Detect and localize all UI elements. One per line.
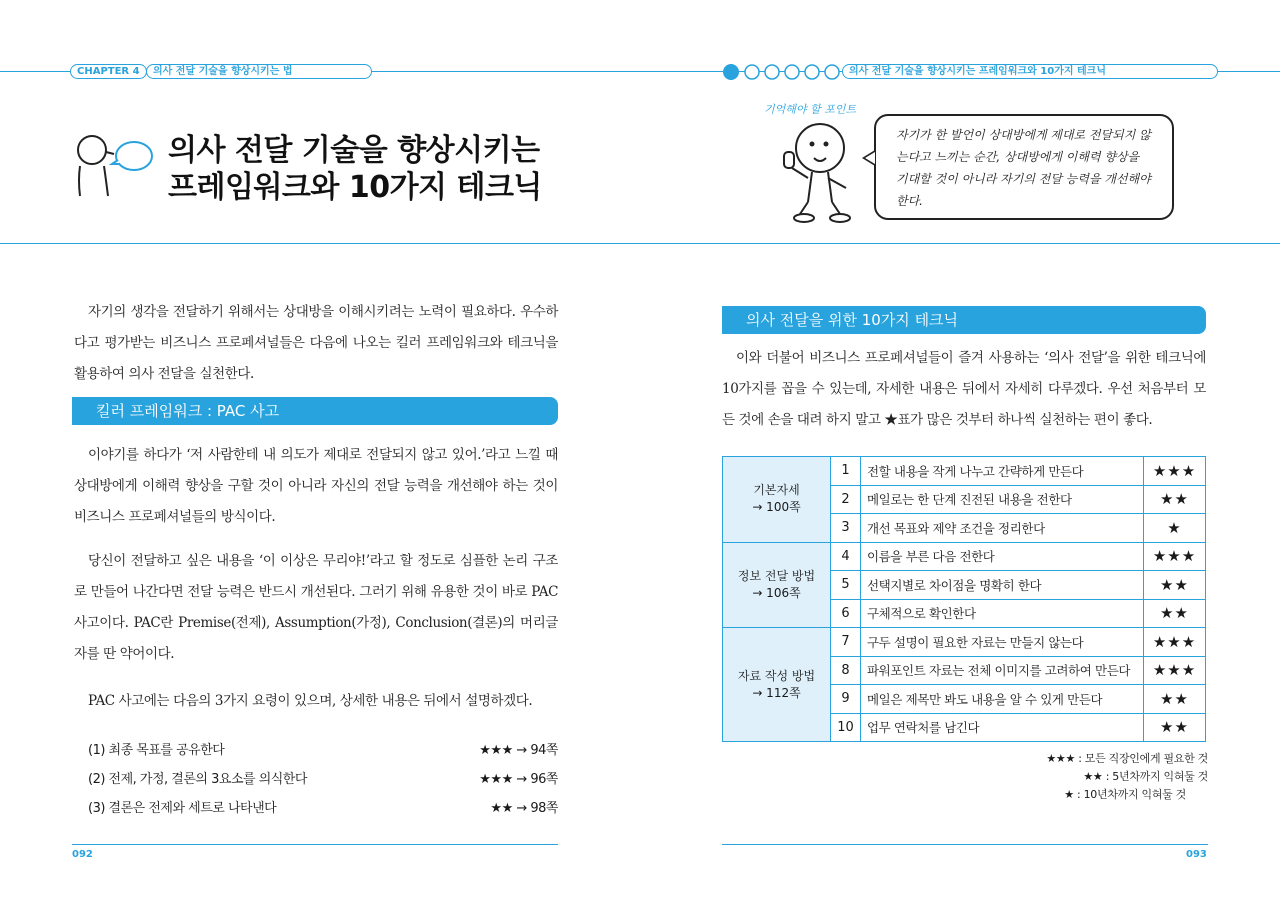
memo-line: 기대할 것이 아니라 자기의 전달 능력을 개선해야 (896, 172, 1151, 186)
right-running-title: 의사 전달 기술을 향상시키는 프레임워크와 10가지 테크닉 (842, 64, 1218, 79)
left-section-heading: 킬러 프레임워크 : PAC 사고 (72, 397, 558, 425)
left-intro-paragraph: 자기의 생각을 전달하기 위해서는 상대방을 이해시키려는 노력이 필요하다. 우수하다고 평가받는 비즈니스 프로페셔널들은 다음에 나오는 킬러 프레임워크와 테크닉을 활용하여 의사 전달을 실천한다. (74, 304, 558, 382)
speech-bubble-tail-inner (865, 152, 875, 164)
right-section-heading: 의사 전달을 위한 10가지 테크닉 (722, 306, 1206, 334)
pac-point-label: (1) 최종 목표를 공유한다 (88, 743, 225, 758)
technique-number: 6 (831, 599, 861, 628)
progress-dot (785, 65, 799, 79)
memo-line: 는다고 느끼는 순간, 상대방에게 이해력 향상을 (896, 150, 1140, 164)
left-paragraph-2: 당신이 전달하고 싶은 내용을 ‘이 이상은 무리야!’라고 할 정도로 심플한 논리 구조로 만들어 나간다면 전달 능력은 반드시 개선된다. 그러기 위해 유용한 것이 바로 PAC 사고이다. PAC란 Premise(전제), Assumption(가정), Conclusion(결론)의 머리글자를 딴 약어이다. (74, 553, 558, 662)
footer-rule-right (722, 844, 1208, 845)
right-intro-paragraph: 이와 더불어 비즈니스 프로페셔널들이 즐겨 사용하는 ‘의사 전달’을 위한 테크닉에 10가지를 꼽을 수 있는데, 자세한 내용은 뒤에서 자세히 다루겠다. 우선 처음부터 모든 것에 손을 대려 하지 말고 ★표가 많은 것부터 하나씩 실천하는 편이 좋다. (722, 350, 1206, 428)
pointing-character-icon (778, 118, 858, 226)
group-cell (723, 542, 831, 628)
progress-dots (720, 62, 844, 82)
group-name: 자료 작성 방법 (737, 668, 816, 683)
left-paragraph-3: PAC 사고에는 다음의 3가지 요령이 있으며, 상세한 내용은 뒤에서 설명하겠다. (88, 693, 533, 709)
technique-text: 구체적으로 확인한다 (861, 599, 1144, 628)
left-running-title: 의사 전달 기술을 향상시키는 법 (146, 64, 372, 79)
footer-rule-left (72, 844, 558, 845)
pac-point-ref: ★★★ → 96쪽 (479, 772, 558, 787)
technique-stars: ★★ (1144, 685, 1206, 714)
speaker-character-icon (70, 130, 154, 200)
memo-line: 자기가 한 발언이 상대방에게 제대로 전달되지 않 (896, 128, 1151, 142)
technique-text: 선택지별로 차이점을 명확히 한다 (861, 571, 1144, 600)
page-number-left: 092 (72, 849, 93, 860)
technique-stars: ★★ (1144, 713, 1206, 742)
pac-point-label: (2) 전제, 가정, 결론의 3요소를 의식한다 (88, 772, 307, 787)
technique-number: 7 (831, 628, 861, 657)
progress-dot (825, 65, 839, 79)
technique-stars: ★★★ (1144, 457, 1206, 486)
technique-stars: ★ (1144, 514, 1206, 543)
technique-number: 8 (831, 656, 861, 685)
techniques-table (722, 456, 1206, 742)
left-paragraph-1: 이야기를 하다가 ‘저 사람한테 내 의도가 제대로 전달되지 않고 있어.’라고 느낄 때 상대방에게 이해력 향상을 구할 것이 아니라 자신의 전달 능력을 개선해야 하는 것이 비즈니스 프로페셔널들의 방식이다. (74, 447, 558, 525)
table-row (723, 628, 1206, 657)
pac-point (88, 771, 558, 789)
table-row (723, 542, 1206, 571)
technique-number: 2 (831, 485, 861, 514)
progress-dot (765, 65, 779, 79)
table-row (723, 457, 1206, 486)
progress-dot (745, 65, 759, 79)
technique-number: 4 (831, 542, 861, 571)
technique-stars: ★★★ (1144, 656, 1206, 685)
star-legend-item: ★ : 10년차까지 익혀둘 것 (1064, 788, 1186, 801)
technique-stars: ★★★ (1144, 628, 1206, 657)
technique-stars: ★★★ (1144, 542, 1206, 571)
group-cell (723, 457, 831, 543)
page-title-line1: 의사 전달 기술을 향상시키는 (168, 133, 540, 168)
page-number-right: 093 (1186, 849, 1207, 860)
star-legend-item: ★★ : 5년차까지 익혀둘 것 (1083, 770, 1208, 783)
technique-number: 3 (831, 514, 861, 543)
progress-dot (805, 65, 819, 79)
memo-bubble (874, 114, 1174, 220)
technique-stars: ★★ (1144, 485, 1206, 514)
group-ref: → 112쪽 (752, 685, 801, 700)
technique-number: 9 (831, 685, 861, 714)
star-legend-item: ★★★ : 모든 직장인에게 필요한 것 (1046, 752, 1208, 765)
group-ref: → 100쪽 (752, 500, 801, 515)
pac-point-ref: ★★★ → 94쪽 (479, 743, 558, 758)
technique-text: 개선 목표와 제약 조건을 정리한다 (861, 514, 1144, 543)
group-name: 정보 전달 방법 (737, 568, 816, 583)
technique-text: 전할 내용을 작게 나누고 간략하게 만든다 (861, 457, 1144, 486)
chapter-label: CHAPTER 4 (70, 64, 147, 79)
technique-number: 10 (831, 713, 861, 742)
technique-number: 1 (831, 457, 861, 486)
page-title (168, 132, 542, 206)
memo-label: 기억해야 할 포인트 (764, 103, 857, 116)
pac-point-ref: ★★ → 98쪽 (490, 801, 558, 816)
group-cell (723, 628, 831, 742)
technique-text: 파워포인트 자료는 전체 이미지를 고려하여 만든다 (861, 656, 1144, 685)
group-name: 기본자세 (753, 483, 800, 498)
memo-line: 한다. (896, 194, 923, 208)
page-title-line2: 프레임워크와 10가지 테크닉 (168, 170, 542, 205)
pac-point (88, 800, 558, 818)
technique-text: 메일은 제목만 봐도 내용을 알 수 있게 만든다 (861, 685, 1144, 714)
pac-point-label: (3) 결론은 전제와 세트로 나타낸다 (88, 801, 277, 816)
title-rule (0, 243, 1280, 244)
pac-point (88, 742, 558, 760)
technique-text: 구두 설명이 필요한 자료는 만들지 않는다 (861, 628, 1144, 657)
technique-stars: ★★ (1144, 571, 1206, 600)
technique-stars: ★★ (1144, 599, 1206, 628)
group-ref: → 106쪽 (752, 585, 801, 600)
technique-text: 메일로는 한 단계 진전된 내용을 전한다 (861, 485, 1144, 514)
progress-dot-active (723, 64, 739, 80)
technique-text: 이름을 부른 다음 전한다 (861, 542, 1144, 571)
technique-text: 업무 연락처를 남긴다 (861, 713, 1144, 742)
technique-number: 5 (831, 571, 861, 600)
